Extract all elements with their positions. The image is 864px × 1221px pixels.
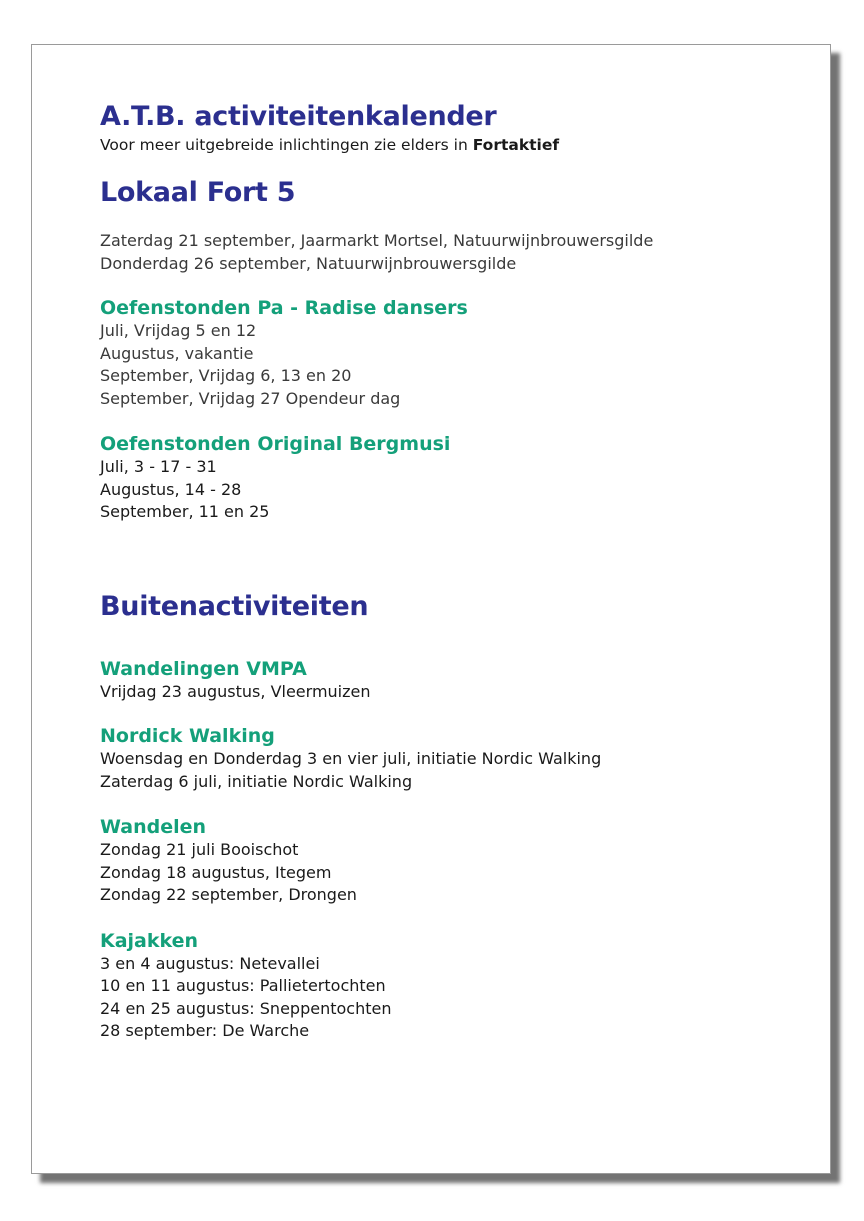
page-title: A.T.B. activiteitenkalender (100, 101, 497, 132)
list-item: September, Vrijdag 27 Opendeur dag (100, 388, 401, 408)
subsection-title-pa-radise: Oefenstonden Pa - Radise dansers (100, 297, 468, 319)
bergmusi-list (100, 456, 810, 524)
subtitle-text: Voor meer uitgebreide inlichtingen zie elders in (100, 136, 473, 154)
list-item: Woensdag en Donderdag 3 en vier juli, initiatie Nordic Walking (100, 749, 602, 768)
list-item: Zondag 22 september, Drongen (100, 885, 357, 904)
list-item: Augustus, 14 - 28 (100, 479, 242, 499)
list-item: 10 en 11 augustus: Pallietertochten (100, 976, 386, 995)
section-title-buiten: Buitenactiviteiten (100, 590, 369, 622)
list-item: 24 en 25 augustus: Sneppentochten (100, 998, 392, 1018)
subtitle-bold-text: Fortaktief (472, 136, 560, 154)
list-item: Juli, 3 - 17 - 31 (100, 457, 217, 476)
pa-radise-list (100, 320, 810, 410)
list-item: September, Vrijdag 6, 13 en 20 (100, 366, 352, 385)
list-item: 3 en 4 augustus: Netevallei (100, 953, 320, 973)
subsection-title-kajakken: Kajakken (100, 929, 199, 952)
lokaal-events-list (100, 230, 810, 275)
document-page (31, 44, 831, 1174)
subsection-title-nordic: Nordick Walking (100, 725, 275, 747)
section-title-lokaal: Lokaal Fort 5 (100, 177, 296, 208)
list-item: September, 11 en 25 (100, 502, 270, 521)
page-content (100, 100, 810, 1043)
vmpa-list (100, 681, 810, 704)
list-item: 28 september: De Warche (100, 1021, 310, 1040)
list-item: Zaterdag 21 september, Jaarmarkt Mortsel, Natuurwijnbrouwersgilde (100, 231, 654, 250)
subsection-title-wandelen: Wandelen (100, 816, 207, 838)
list-item: Zondag 18 augustus, Itegem (100, 862, 332, 882)
subsection-title-bergmusi: Oefenstonden Original Bergmusi (100, 433, 451, 455)
list-item: Vrijdag 23 augustus, Vleermuizen (100, 681, 371, 701)
list-item: Augustus, vakantie (100, 343, 254, 363)
list-item: Juli, Vrijdag 5 en 12 (100, 321, 257, 340)
nordic-list (100, 748, 810, 793)
list-item: Zaterdag 6 juli, initiatie Nordic Walking (100, 771, 413, 791)
list-item: Donderdag 26 september, Natuurwijnbrouwersgilde (100, 253, 517, 273)
subsection-title-vmpa: Wandelingen VMPA (100, 657, 307, 680)
page-subtitle (100, 134, 810, 156)
list-item: Zondag 21 juli Booischot (100, 840, 299, 859)
kajakken-list (100, 953, 810, 1043)
wandelen-list (100, 839, 810, 907)
